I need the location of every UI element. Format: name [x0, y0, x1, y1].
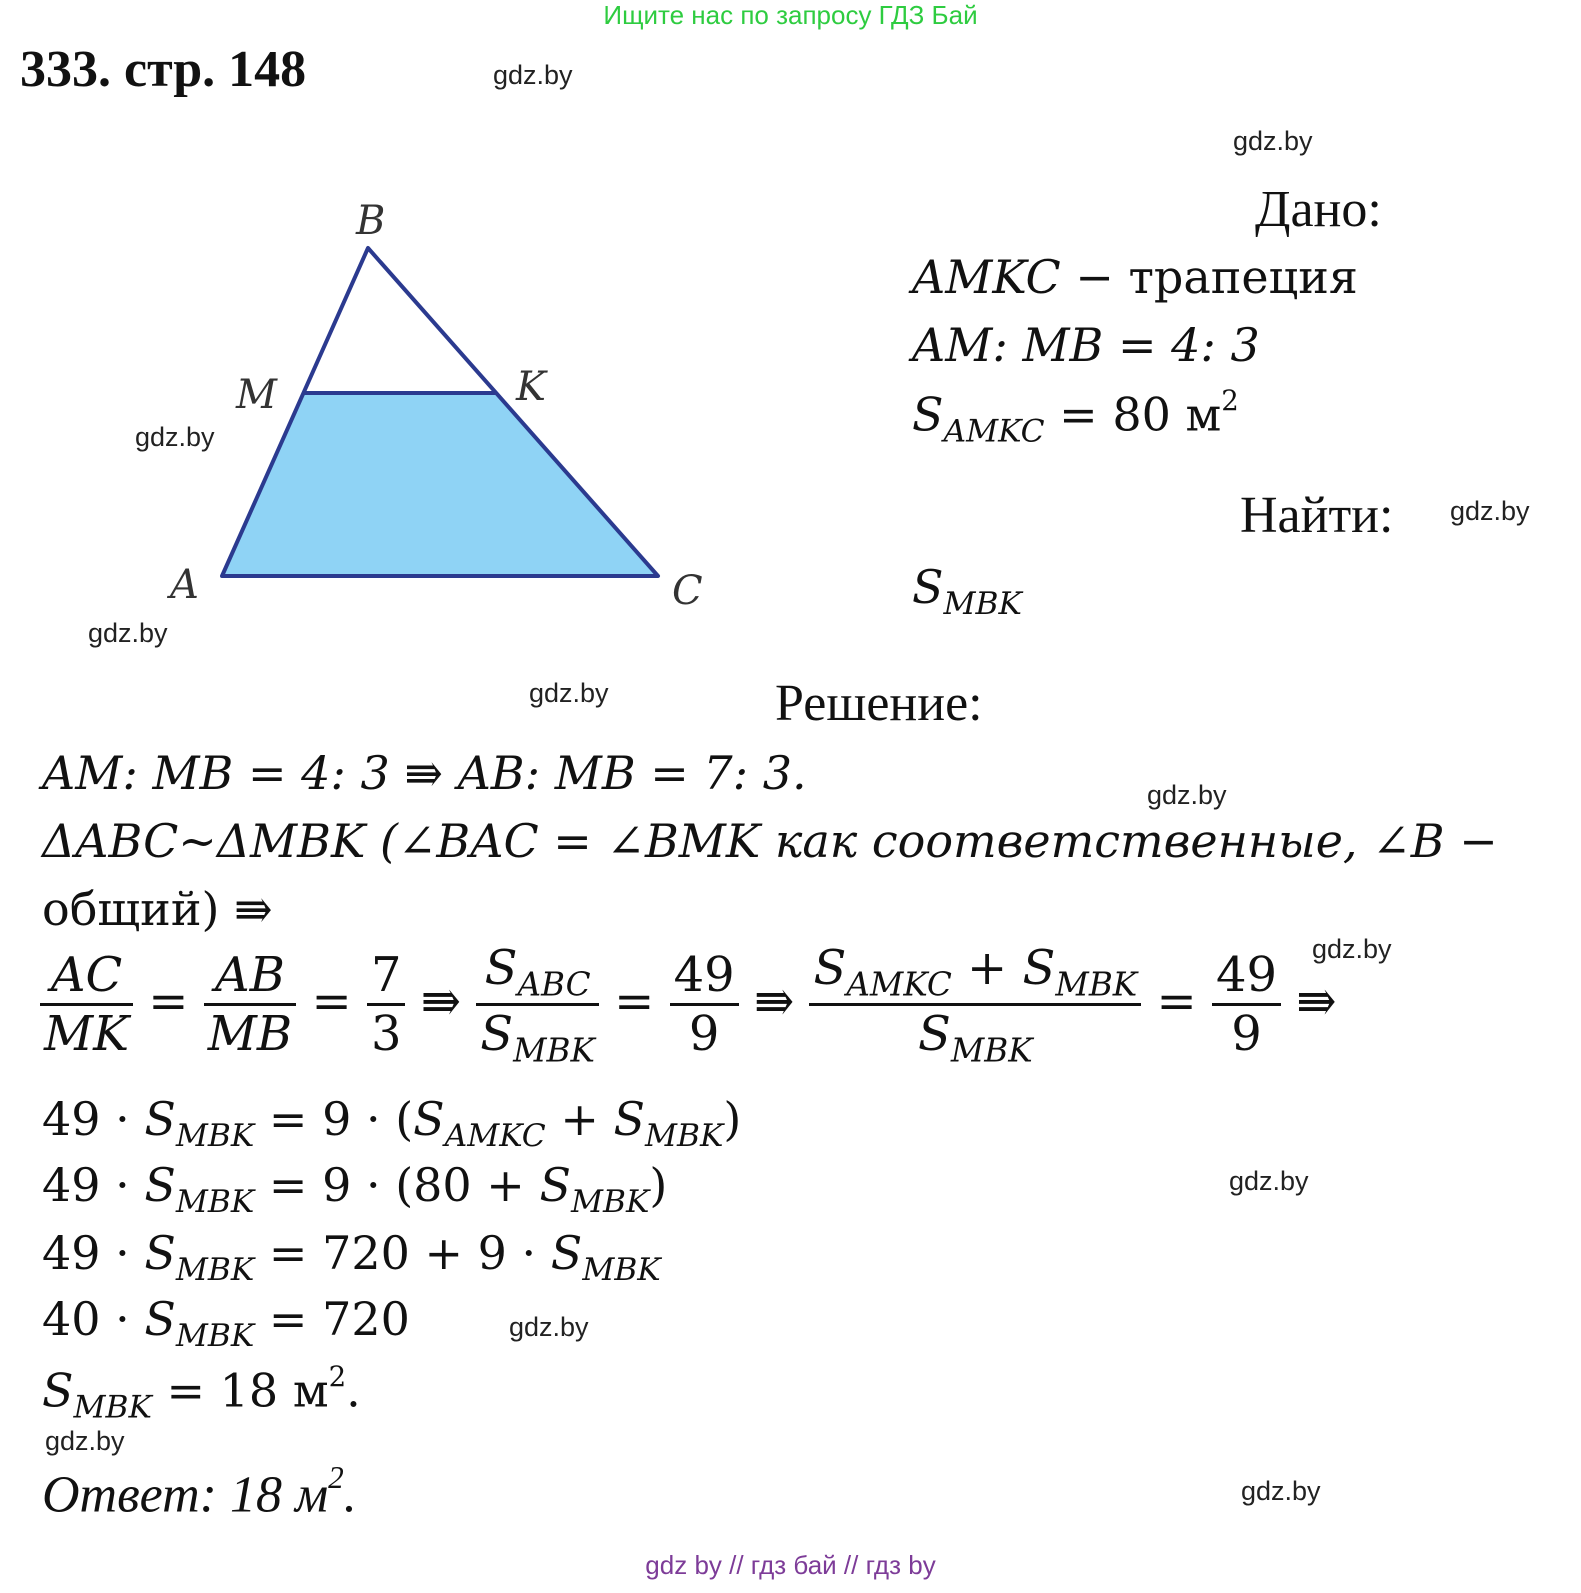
watermark: gdz.by [1450, 496, 1530, 526]
label-b: B [356, 198, 386, 244]
solution-line-1: AM: MB = 4: 3 ⇛ AB: MB = 7: 3. [42, 746, 807, 800]
solution-line-3: общий) ⇛ [42, 882, 273, 936]
equation-step-4: $40 \cdot S_{MBK} = 720$ [42, 1292, 410, 1354]
watermark: gdz.by [1147, 780, 1227, 810]
fraction-sabc-smbk: $\frac{S_{ABC}}{S_{MBK}}$ [476, 940, 599, 1070]
watermark: gdz.by [529, 678, 609, 708]
page-heading: 333. стр. 148 [20, 41, 307, 98]
equation-step-3: $49 \cdot S_{MBK} = 720 + 9 \cdot S_{MBK}$ [42, 1226, 661, 1288]
label-k: K [516, 364, 546, 410]
fraction-49-9: $\frac{49}{9}$ [670, 947, 739, 1062]
equation-step-1: $49 \cdot S_{MBK} = 9 \cdot (S_{AMKC} + S_{MBK})$ [42, 1092, 742, 1154]
given-title: Дано: [1255, 181, 1382, 238]
solution-title: Решение: [775, 675, 983, 732]
watermark: gdz.by [493, 60, 573, 90]
footer-links: gdz by // гдз бай // гдз by [645, 1550, 936, 1580]
answer-line: Ответ: 18 $м^2$. [42, 1460, 357, 1524]
equation-step-5: $S_{MBK} = 18$ $м^2$. [42, 1360, 361, 1426]
watermark: gdz.by [45, 1426, 125, 1456]
fraction-chain: $\frac{AC}{MK}$ = $\frac{AB}{MB}$ = $\frac{7}{3}$ ⇛ $\frac{S_{ABC}}{S_{MBK}}$ = $\frac{49}{9}$ ⇛ $\frac{S_{AMKC} + S_{MBK}}{S_{MBK}}$ = $\frac{49}{9}$ ⇛ [40, 940, 1337, 1070]
trapezoid-amkc [222, 393, 658, 576]
find-value: $S_{MBK}$ [912, 560, 1022, 622]
label-c: C [672, 568, 703, 614]
fraction-ac-mk: $\frac{AC}{MK}$ [40, 947, 133, 1062]
watermark: gdz.by [1241, 1476, 1321, 1506]
watermark: gdz.by [135, 422, 215, 452]
watermark: gdz.by [1312, 934, 1392, 964]
given-line-3: $S_{AMKC} = 80$ $м^2$ [912, 384, 1239, 450]
equation-step-2: $49 \cdot S_{MBK} = 9 \cdot (80 + S_{MBK})$ [42, 1158, 668, 1220]
watermark: gdz.by [1229, 1166, 1309, 1196]
label-m: M [236, 372, 277, 418]
watermark: gdz.by [509, 1312, 589, 1342]
watermark: gdz.by [88, 618, 168, 648]
fraction-ab-mb: $\frac{AB}{MB}$ [204, 947, 296, 1062]
watermark: gdz.by [1233, 126, 1313, 156]
given-line-1: AMKC − трапеция [912, 250, 1358, 304]
label-a: A [170, 562, 199, 608]
fraction-sum-smbk: $\frac{S_{AMKC} + S_{MBK}}{S_{MBK}}$ [809, 940, 1141, 1070]
fraction-49-9-second: $\frac{49}{9}$ [1212, 947, 1281, 1062]
triangle-figure [150, 190, 750, 620]
solution-line-2: ΔABC~ΔMBK (∠BAC = ∠BMK как соответственные, ∠B − [42, 814, 1498, 868]
top-banner: Ищите нас по запросу ГДЗ Бай [603, 0, 978, 30]
fraction-7-3: $\frac{7}{3}$ [367, 947, 406, 1062]
given-line-2: AM: MB = 4: 3 [912, 318, 1260, 372]
find-title: Найти: [1240, 487, 1394, 544]
